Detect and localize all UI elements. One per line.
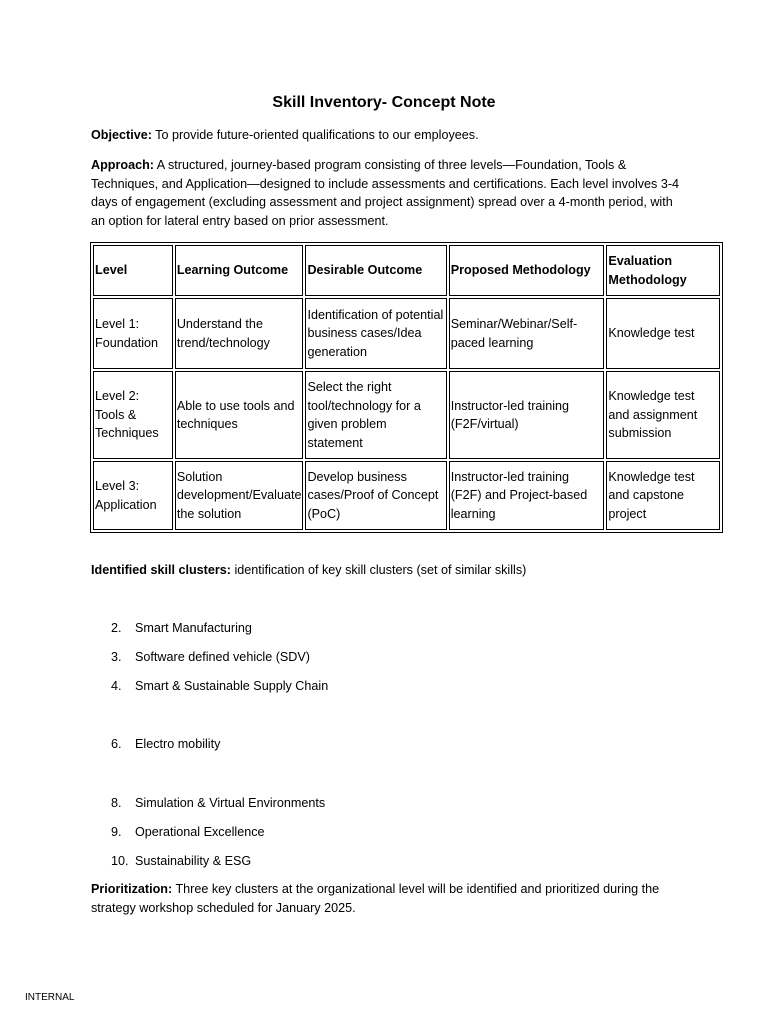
objective-paragraph (91, 126, 681, 145)
table-header-cell: Proposed Methodology (449, 245, 605, 296)
table-cell: Select the right tool/technology for a given problem statement (305, 371, 446, 459)
list-item (111, 648, 310, 666)
classification-footer: INTERNAL (25, 992, 75, 1003)
table-row (93, 298, 720, 369)
list-item-number: 4. (111, 679, 122, 693)
table-row (93, 371, 720, 459)
table-cell: Knowledge test (606, 298, 720, 369)
list-item-text: Simulation & Virtual Environments (135, 796, 326, 810)
table-header-cell: Learning Outcome (175, 245, 304, 296)
table-cell: Instructor-led training (F2F) and Project-based learning (449, 461, 605, 530)
list-item (111, 794, 325, 812)
list-item-text: Smart Manufacturing (135, 621, 252, 635)
table-cell: Knowledge test and capstone project (606, 461, 720, 530)
objective-label: Objective: (91, 128, 152, 142)
list-item (111, 677, 328, 695)
list-item (111, 735, 220, 753)
table-header-row (93, 245, 720, 296)
list-item (111, 823, 265, 841)
clusters-paragraph (91, 561, 681, 580)
list-item-number: 6. (111, 737, 122, 751)
prioritization-label: Prioritization: (91, 882, 173, 896)
approach-text: A structured, journey-based program consisting of three levels—Foundation, Tools & Techniques, and Application—designed to include assessments and certifications. Each level involves 3-4 days of engagement (excluding assessment and project assignment) spread over a 4-month period, with an option for lateral entry based on prior assessment. (91, 158, 680, 228)
table-cell: Understand the trend/technology (175, 298, 304, 369)
approach-paragraph (91, 156, 681, 230)
clusters-text: identification of key skill clusters (set of similar skills) (230, 563, 527, 577)
table-cell: Knowledge test and assignment submission (606, 371, 720, 459)
page-title: Skill Inventory- Concept Note (272, 94, 496, 111)
approach-label: Approach: (91, 158, 154, 172)
levels-table (90, 242, 723, 533)
table-cell: Level 2: Tools & Techniques (93, 371, 173, 459)
prioritization-text: Three key clusters at the organizational level will be identified and prioritized during the strategy workshop scheduled for January 2025. (91, 882, 660, 915)
list-item-text: Sustainability & ESG (135, 854, 252, 868)
list-item-number: 8. (111, 796, 122, 810)
list-item (111, 852, 251, 870)
table-row (93, 461, 720, 530)
prioritization-paragraph (91, 880, 681, 917)
objective-text: To provide future-oriented qualifications to our employees. (151, 128, 479, 142)
list-item-text: Electro mobility (135, 737, 221, 751)
table-cell: Level 3: Application (93, 461, 173, 530)
table-cell: Instructor-led training (F2F/virtual) (449, 371, 605, 459)
table-header-cell: Evaluation Methodology (606, 245, 720, 296)
table-cell: Seminar/Webinar/Self-paced learning (449, 298, 605, 369)
list-item-text: Operational Excellence (135, 825, 265, 839)
list-item-text: Smart & Sustainable Supply Chain (135, 679, 329, 693)
list-item-number: 2. (111, 621, 122, 635)
table-header-cell: Desirable Outcome (305, 245, 446, 296)
table-header-cell: Level (93, 245, 173, 296)
list-item-number: 10. (111, 854, 129, 868)
table-cell: Identification of potential business cases/Idea generation (305, 298, 446, 369)
clusters-label: Identified skill clusters: (91, 563, 231, 577)
table-cell: Level 1: Foundation (93, 298, 173, 369)
list-item-number: 9. (111, 825, 122, 839)
list-item-number: 3. (111, 650, 122, 664)
table-cell: Develop business cases/Proof of Concept (PoC) (305, 461, 446, 530)
table-cell: Solution development/Evaluate the solution (175, 461, 304, 530)
list-item (111, 619, 252, 637)
table-cell: Able to use tools and techniques (175, 371, 304, 459)
list-item-text: Software defined vehicle (SDV) (135, 650, 310, 664)
